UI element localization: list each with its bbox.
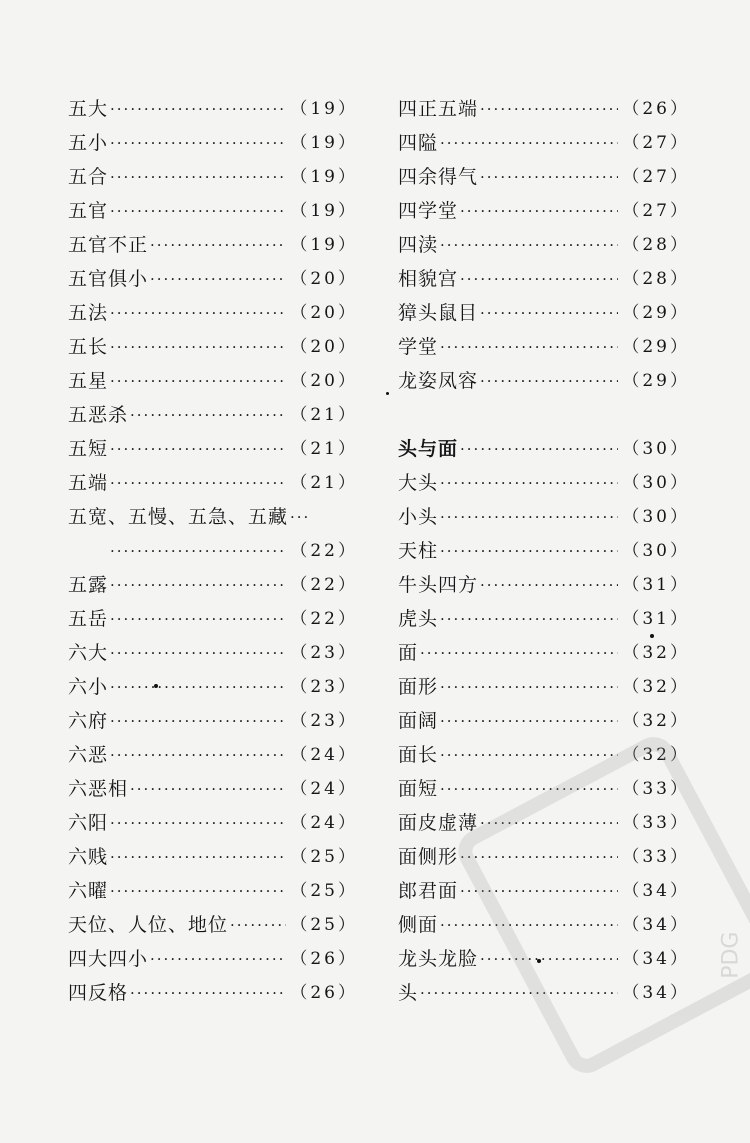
toc-entry[interactable]: [68, 568, 358, 602]
toc-entry[interactable]: [68, 738, 358, 772]
dot-leader: [440, 228, 618, 262]
toc-entry-page: （24）: [290, 813, 358, 833]
dot-leader: [130, 772, 286, 806]
toc-entry[interactable]: [68, 874, 358, 908]
dot-leader: [110, 534, 286, 568]
dot-leader: [110, 432, 286, 466]
dot-leader: [420, 636, 618, 670]
toc-entry[interactable]: [398, 262, 690, 296]
dot-leader: [110, 670, 286, 704]
toc-entry[interactable]: [68, 466, 358, 500]
dot-leader: [460, 194, 618, 228]
dot-leader: [460, 262, 618, 296]
toc-entry-title: 小头: [398, 506, 439, 528]
dot-leader: [480, 160, 618, 194]
dot-leader: [150, 228, 286, 262]
toc-entry-title: 大头: [398, 472, 439, 494]
toc-entry-page: （21）: [290, 439, 358, 459]
toc-entry-page: （22）: [290, 541, 358, 561]
toc-entry-title: 五法: [68, 302, 109, 324]
dot-leader: [110, 330, 286, 364]
dot-leader: [480, 92, 618, 126]
toc-entry-title: 面形: [398, 676, 439, 698]
toc-entry-page: （26）: [290, 949, 358, 969]
dot-leader: [110, 126, 286, 160]
toc-entry-page: （29）: [622, 303, 690, 323]
toc-entry-title: 五官: [68, 200, 109, 222]
toc-entry-page: （21）: [290, 473, 358, 493]
dot-leader: [110, 704, 286, 738]
toc-entry-title: 牛头四方: [398, 574, 479, 596]
toc-entry-page: （25）: [290, 881, 358, 901]
toc-entry-page: （34）: [622, 949, 690, 969]
toc-entry-page: （33）: [622, 779, 690, 799]
toc-entry-page: （24）: [290, 745, 358, 765]
toc-entry[interactable]: [398, 636, 690, 670]
dot-leader: [110, 194, 286, 228]
toc-entry-title: 五大: [68, 98, 109, 120]
toc-entry-title: 郎君面: [398, 880, 459, 902]
toc-section-heading[interactable]: [398, 432, 690, 466]
dot-leader: [480, 568, 618, 602]
toc-entry[interactable]: [68, 296, 358, 330]
dot-leader: [480, 296, 618, 330]
toc-entry-title: 五短: [68, 438, 109, 460]
toc-entry-title: 四余得气: [398, 166, 479, 188]
toc-entry-page: （26）: [290, 983, 358, 1003]
toc-entry[interactable]: [68, 262, 358, 296]
toc-entry-page: （30）: [622, 473, 690, 493]
dot-leader: [110, 874, 286, 908]
toc-entry[interactable]: [68, 432, 358, 466]
toc-entry[interactable]: [398, 670, 690, 704]
toc-entry-title: 五小: [68, 132, 109, 154]
toc-entry-title: 四正五端: [398, 98, 479, 120]
toc-entry-title: 面皮虚薄: [398, 812, 479, 834]
toc-entry-title: 六恶相: [68, 778, 129, 800]
toc-entry[interactable]: [68, 636, 358, 670]
toc-entry-page: （32）: [622, 677, 690, 697]
dot-leader: [110, 840, 286, 874]
dot-leader: [480, 364, 618, 398]
toc-entry-title: 五合: [68, 166, 109, 188]
toc-entry-title: 天位、人位、地位: [68, 914, 229, 936]
toc-entry-continuation: [68, 534, 358, 568]
dot-leader: [440, 704, 618, 738]
toc-entry[interactable]: [398, 534, 690, 568]
dot-leader: [440, 466, 618, 500]
toc-entry-page: （28）: [622, 269, 690, 289]
toc-entry-page: （30）: [622, 541, 690, 561]
toc-entry-page: （27）: [622, 201, 690, 221]
toc-entry-page: （19）: [290, 167, 358, 187]
toc-entry-title: 獐头鼠目: [398, 302, 479, 324]
toc-entry[interactable]: [398, 330, 690, 364]
toc-entry[interactable]: [398, 126, 690, 160]
toc-entry-page: （26）: [622, 99, 690, 119]
toc-entry-page: （23）: [290, 643, 358, 663]
toc-entry-title: 相貌宫: [398, 268, 459, 290]
toc-entry-title: 侧面: [398, 914, 439, 936]
toc-entry[interactable]: [68, 806, 358, 840]
toc-entry-page: （20）: [290, 337, 358, 357]
toc-entry[interactable]: [68, 670, 358, 704]
toc-entry[interactable]: [68, 364, 358, 398]
toc-entry-title: 虎头: [398, 608, 439, 630]
toc-entry-page: （34）: [622, 915, 690, 935]
toc-entry-page: （23）: [290, 677, 358, 697]
toc-entry-page: （27）: [622, 133, 690, 153]
toc-entry-title: 五恶杀: [68, 404, 129, 426]
toc-entry-title: 面: [398, 642, 419, 664]
dot-leader: [110, 636, 286, 670]
dot-leader: [150, 942, 286, 976]
toc-entry-title: 头: [398, 982, 419, 1004]
toc-entry[interactable]: [68, 92, 358, 126]
toc-entry-page: （29）: [622, 371, 690, 391]
toc-entry-title: 五官不正: [68, 234, 149, 256]
toc-entry-page: （33）: [622, 847, 690, 867]
toc-entry-page: （24）: [290, 779, 358, 799]
dot-leader: [440, 534, 618, 568]
toc-entry[interactable]: [68, 976, 358, 1010]
dot-leader: [110, 92, 286, 126]
toc-entry-page: （20）: [290, 269, 358, 289]
toc-entry-title: 五官俱小: [68, 268, 149, 290]
toc-entry-page: （19）: [290, 235, 358, 255]
toc-entry-title: 四隘: [398, 132, 439, 154]
toc-entry-page: （30）: [622, 439, 690, 459]
toc-entry-title: 六贱: [68, 846, 109, 868]
dot-leader: [110, 160, 286, 194]
toc-entry[interactable]: [68, 194, 358, 228]
scan-speck: [386, 392, 389, 395]
toc-entry[interactable]: [398, 194, 690, 228]
toc-entry[interactable]: [398, 160, 690, 194]
dot-leader: [230, 908, 286, 942]
toc-entry-title: 六府: [68, 710, 109, 732]
toc-entry-page: （34）: [622, 983, 690, 1003]
dot-leader: [110, 364, 286, 398]
scan-speck: [154, 684, 158, 688]
dot-leader: [110, 806, 286, 840]
toc-entry-title: 四大四小: [68, 948, 149, 970]
toc-entry[interactable]: [68, 602, 358, 636]
toc-entry[interactable]: [68, 330, 358, 364]
toc-left-column: [68, 92, 358, 1010]
toc-entry-title: 龙姿凤容: [398, 370, 479, 392]
toc-entry-title: 六小: [68, 676, 109, 698]
toc-entry-page: （32）: [622, 643, 690, 663]
toc-entry[interactable]: [68, 908, 358, 942]
toc-entry-page: （21）: [290, 405, 358, 425]
dot-leader: [130, 976, 286, 1010]
toc-entry-title: 头与面: [398, 438, 459, 460]
toc-entry-page: （19）: [290, 133, 358, 153]
toc-entry-title: 五岳: [68, 608, 109, 630]
toc-entry[interactable]: [68, 840, 358, 874]
dot-leader: [110, 466, 286, 500]
toc-entry[interactable]: [398, 466, 690, 500]
toc-entry-page: （30）: [622, 507, 690, 527]
toc-entry-page: （25）: [290, 847, 358, 867]
toc-entry-title: 四反格: [68, 982, 129, 1004]
toc-entry-title: 天柱: [398, 540, 439, 562]
section-gap: [398, 398, 690, 432]
toc-entry[interactable]: [398, 364, 690, 398]
toc-entry-page: （32）: [622, 745, 690, 765]
toc-entry-page: （20）: [290, 303, 358, 323]
toc-entry-title: 面长: [398, 744, 439, 766]
toc-entry-page: （29）: [622, 337, 690, 357]
toc-entry-page: （31）: [622, 609, 690, 629]
toc-entry[interactable]: [398, 568, 690, 602]
toc-entry[interactable]: [68, 704, 358, 738]
toc-entry-page: （19）: [290, 99, 358, 119]
toc-entry[interactable]: [68, 126, 358, 160]
toc-entry-page: （33）: [622, 813, 690, 833]
dot-leader: [440, 330, 618, 364]
toc-entry-title: 六大: [68, 642, 109, 664]
toc-entry-multiline[interactable]: [68, 500, 358, 534]
toc-entry[interactable]: [398, 92, 690, 126]
toc-entry-page: （22）: [290, 575, 358, 595]
toc-entry-page: （23）: [290, 711, 358, 731]
toc-entry[interactable]: [68, 942, 358, 976]
dot-leader: [130, 398, 286, 432]
toc-entry[interactable]: [398, 704, 690, 738]
toc-entry-title: 龙头龙脸: [398, 948, 479, 970]
toc-entry-title: 面侧形: [398, 846, 459, 868]
dot-leader: [150, 262, 286, 296]
toc-entry-title: 六恶: [68, 744, 109, 766]
dot-leader: [290, 500, 354, 534]
scan-speck: [650, 634, 654, 638]
dot-leader: [440, 602, 618, 636]
toc-entry[interactable]: [398, 228, 690, 262]
toc-entry-title: 五星: [68, 370, 109, 392]
toc-entry-title: 学堂: [398, 336, 439, 358]
dot-leader: [460, 432, 618, 466]
dot-leader: [110, 568, 286, 602]
toc-entry[interactable]: [68, 160, 358, 194]
toc-entry[interactable]: [68, 772, 358, 806]
toc-entry-title: 四学堂: [398, 200, 459, 222]
toc-entry-page: （22）: [290, 609, 358, 629]
toc-entry[interactable]: [68, 398, 358, 432]
dot-leader: [110, 602, 286, 636]
toc-entry[interactable]: [398, 500, 690, 534]
toc-entry-page: （34）: [622, 881, 690, 901]
toc-entry-title: 五宽、五慢、五急、五藏: [68, 506, 289, 528]
toc-entry-page: （27）: [622, 167, 690, 187]
toc-entry-title: 六阳: [68, 812, 109, 834]
dot-leader: [440, 500, 618, 534]
toc-entry-title: 面短: [398, 778, 439, 800]
toc-entry-title: 六曜: [68, 880, 109, 902]
toc-entry-title: 五长: [68, 336, 109, 358]
toc-entry-title: 面阔: [398, 710, 439, 732]
dot-leader: [440, 670, 618, 704]
toc-entry-page: （32）: [622, 711, 690, 731]
dot-leader: [110, 738, 286, 772]
toc-entry-title: 四渎: [398, 234, 439, 256]
toc-entry-page: （28）: [622, 235, 690, 255]
toc-entry-page: （20）: [290, 371, 358, 391]
dot-leader: [110, 296, 286, 330]
toc-entry-title: 五露: [68, 574, 109, 596]
dot-leader: [440, 126, 618, 160]
toc-entry[interactable]: [398, 296, 690, 330]
watermark-text: PDG: [718, 931, 744, 979]
toc-entry-page: （19）: [290, 201, 358, 221]
toc-entry-page: （31）: [622, 575, 690, 595]
toc-entry-title: 五端: [68, 472, 109, 494]
scan-speck: [537, 959, 541, 963]
toc-entry[interactable]: [398, 602, 690, 636]
toc-entry-page: （25）: [290, 915, 358, 935]
toc-entry[interactable]: [68, 228, 358, 262]
